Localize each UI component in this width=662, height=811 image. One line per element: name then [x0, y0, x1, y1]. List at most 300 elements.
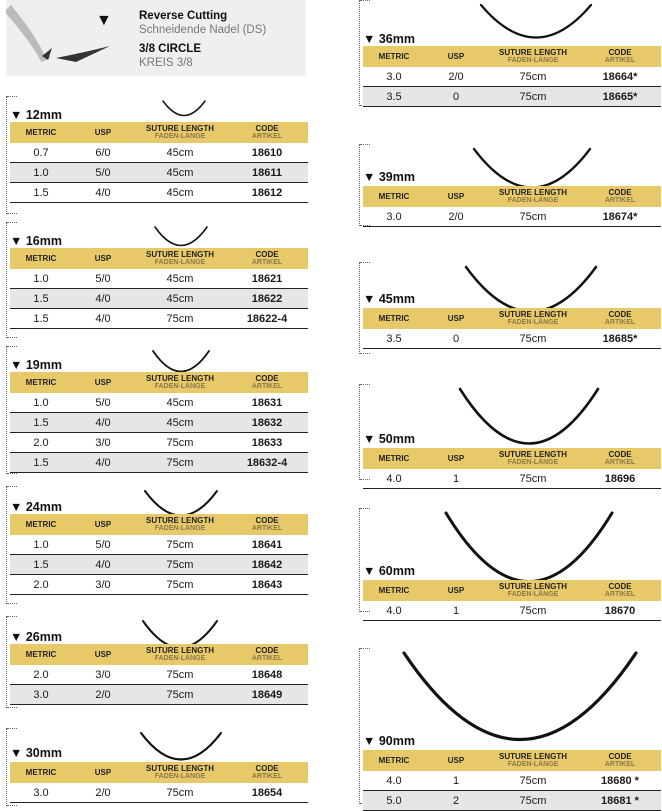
- code-header-sublabel: ARTIKEL: [604, 760, 636, 768]
- code-cell: 18622-4: [246, 312, 288, 325]
- table-header: [363, 308, 661, 329]
- length-cell: 45cm: [166, 146, 194, 159]
- table-row: [363, 87, 661, 107]
- needle-arc-icon: [478, 2, 594, 42]
- table-row: [10, 309, 308, 329]
- usp-cell: 5/0: [95, 396, 111, 409]
- code-header-sublabel: ARTIKEL: [251, 132, 283, 140]
- product-table: [10, 248, 308, 329]
- usp-header-label: USP: [447, 313, 465, 323]
- length-header-label: SUTURE LENGTH: [146, 249, 214, 259]
- code-header-sublabel: ARTIKEL: [604, 318, 636, 326]
- code-cell: 18664*: [602, 70, 638, 83]
- code-header: [579, 311, 661, 327]
- code-cell: 18648: [251, 668, 283, 681]
- needle-section-6: [363, 0, 661, 106]
- metric-cell: 4.0: [386, 472, 402, 485]
- product-table: [363, 580, 661, 621]
- table-row: [363, 771, 661, 791]
- length-header-sublabel: FADEN-LÄNGE: [154, 772, 206, 780]
- usp-header: [425, 315, 487, 323]
- header-text: [139, 9, 266, 70]
- needle-size-title: ▼ 26mm: [10, 630, 62, 644]
- needle-section-2: [10, 346, 308, 474]
- usp-header: [72, 255, 134, 263]
- metric-header: [363, 587, 425, 595]
- table-header: [10, 248, 308, 269]
- length-header: [487, 49, 579, 65]
- length-header-sublabel: FADEN-LÄNGE: [154, 524, 206, 532]
- usp-header: [425, 53, 487, 61]
- metric-cell: 1.0: [33, 396, 49, 409]
- code-header-sublabel: ARTIKEL: [251, 772, 283, 780]
- usp-header-label: USP: [447, 453, 465, 463]
- code-cell: 18681 *: [601, 794, 639, 807]
- usp-header-label: USP: [94, 649, 112, 659]
- length-cell: 75cm: [519, 604, 547, 617]
- code-cell: 18696: [604, 472, 636, 485]
- code-header-sublabel: ARTIKEL: [251, 382, 283, 390]
- metric-header-label: METRIC: [378, 191, 410, 201]
- length-header-label: SUTURE LENGTH: [499, 751, 567, 761]
- product-table: [363, 46, 661, 107]
- table-row: [363, 791, 661, 811]
- usp-cell: 4/0: [95, 186, 111, 199]
- table-header: [363, 186, 661, 207]
- code-cell: 18611: [252, 166, 282, 179]
- metric-header-label: METRIC: [25, 127, 57, 137]
- length-cell: 75cm: [519, 774, 547, 787]
- table-row: [10, 535, 308, 555]
- code-header: [579, 753, 661, 769]
- metric-cell: 1.0: [33, 166, 49, 179]
- table-row: [363, 67, 661, 87]
- metric-header-label: METRIC: [25, 649, 57, 659]
- usp-header-label: USP: [94, 377, 112, 387]
- length-cell: 75cm: [166, 456, 194, 469]
- length-cell: 45cm: [166, 272, 194, 285]
- product-table: [10, 372, 308, 473]
- length-header-sublabel: FADEN-LÄNGE: [154, 654, 206, 662]
- usp-header: [72, 651, 134, 659]
- metric-cell: 1.0: [33, 272, 49, 285]
- length-cell: 75cm: [519, 210, 547, 223]
- needle-section-10: [363, 508, 661, 617]
- needle-section-1: [10, 222, 308, 338]
- length-header: [134, 647, 226, 663]
- usp-header: [72, 129, 134, 137]
- metric-cell: 1.0: [33, 538, 49, 551]
- length-header-label: SUTURE LENGTH: [146, 123, 214, 133]
- length-header-sublabel: FADEN-LÄNGE: [154, 258, 206, 266]
- length-cell: 75cm: [166, 558, 194, 571]
- length-cell: 75cm: [166, 578, 194, 591]
- length-cell: 45cm: [166, 186, 194, 199]
- code-cell: 18633: [251, 436, 283, 449]
- needle-size-title: ▼ 12mm: [10, 108, 62, 122]
- code-cell: 18631: [251, 396, 283, 409]
- usp-header-label: USP: [94, 519, 112, 529]
- metric-header: [363, 53, 425, 61]
- needle-section-3: [10, 486, 308, 604]
- usp-header: [425, 587, 487, 595]
- metric-cell: 1.5: [33, 416, 49, 429]
- code-header: [226, 765, 308, 781]
- length-header-sublabel: FADEN-LÄNGE: [507, 196, 559, 204]
- needle-section-7: [363, 144, 661, 226]
- length-header: [134, 375, 226, 391]
- usp-header: [425, 193, 487, 201]
- needle-size-title: ▼ 36mm: [363, 32, 415, 46]
- metric-header: [10, 521, 72, 529]
- needle-section-9: [363, 384, 661, 485]
- length-cell: 75cm: [519, 794, 547, 807]
- length-cell: 75cm: [519, 472, 547, 485]
- code-header-label: CODE: [255, 373, 279, 383]
- needle-type-de: Schneidende Nadel (DS): [139, 24, 267, 36]
- metric-header: [10, 769, 72, 777]
- length-header: [487, 311, 579, 327]
- metric-header-label: METRIC: [25, 519, 57, 529]
- needle-size-title: ▼ 39mm: [363, 170, 415, 184]
- usp-cell: 2/0: [448, 210, 464, 223]
- table-row: [363, 329, 661, 349]
- length-cell: 75cm: [166, 668, 194, 681]
- usp-cell: 4/0: [95, 292, 111, 305]
- metric-header: [10, 255, 72, 263]
- code-header: [579, 451, 661, 467]
- metric-header-label: METRIC: [378, 755, 410, 765]
- metric-header-label: METRIC: [25, 377, 57, 387]
- metric-cell: 2.0: [33, 668, 49, 681]
- needle-section-11: [363, 648, 661, 807]
- usp-cell: 4/0: [95, 456, 111, 469]
- usp-cell: 0: [452, 90, 460, 103]
- code-header: [226, 251, 308, 267]
- product-table: [10, 122, 308, 203]
- code-header-label: CODE: [608, 751, 632, 761]
- code-cell: 18610: [251, 146, 283, 159]
- length-header-sublabel: FADEN-LÄNGE: [507, 56, 559, 64]
- usp-cell: 1: [452, 604, 460, 617]
- code-cell: 18649: [251, 688, 283, 701]
- length-header-sublabel: FADEN-LÄNGE: [507, 590, 559, 598]
- section-border: [6, 486, 7, 604]
- code-header-sublabel: ARTIKEL: [604, 196, 636, 204]
- product-table: [363, 750, 661, 811]
- table-header: [10, 122, 308, 143]
- usp-cell: 4/0: [95, 558, 111, 571]
- metric-header: [10, 651, 72, 659]
- usp-cell: 5/0: [95, 272, 111, 285]
- metric-cell: 1.5: [33, 558, 49, 571]
- section-border: [359, 0, 360, 106]
- needle-section-8: [363, 262, 661, 354]
- length-header: [487, 753, 579, 769]
- table-row: [10, 685, 308, 705]
- section-border: [6, 728, 7, 806]
- table-row: [10, 289, 308, 309]
- needle-size-title: ▼ 90mm: [363, 734, 415, 748]
- circle-type-de: KREIS 3/8: [139, 57, 193, 69]
- section-border: [6, 96, 7, 214]
- usp-header-label: USP: [94, 253, 112, 263]
- usp-header: [425, 455, 487, 463]
- metric-cell: 3.0: [33, 786, 49, 799]
- code-header-sublabel: ARTIKEL: [251, 654, 283, 662]
- code-header: [226, 125, 308, 141]
- code-header-label: CODE: [608, 581, 632, 591]
- needle-arc-icon: [160, 98, 208, 120]
- code-header-sublabel: ARTIKEL: [604, 458, 636, 466]
- code-cell: 18670: [604, 604, 636, 617]
- section-border: [6, 346, 7, 474]
- usp-cell: 3/0: [95, 668, 111, 681]
- code-cell: 18632: [251, 416, 283, 429]
- table-header: [363, 750, 661, 771]
- usp-header-label: USP: [94, 127, 112, 137]
- length-header-label: SUTURE LENGTH: [146, 763, 214, 773]
- length-cell: 75cm: [166, 538, 194, 551]
- code-header-sublabel: ARTIKEL: [251, 524, 283, 532]
- length-header: [134, 125, 226, 141]
- section-border: [359, 262, 360, 354]
- metric-cell: 3.0: [386, 70, 402, 83]
- table-header: [363, 448, 661, 469]
- length-header: [487, 583, 579, 599]
- section-border: [359, 144, 360, 226]
- metric-cell: 1.5: [33, 292, 49, 305]
- code-header: [226, 647, 308, 663]
- usp-cell: 0: [452, 332, 460, 345]
- metric-cell: 1.5: [33, 456, 49, 469]
- code-header-label: CODE: [255, 249, 279, 259]
- needle-arc-icon: [401, 650, 639, 744]
- metric-cell: 1.5: [33, 312, 49, 325]
- usp-cell: 2: [452, 794, 460, 807]
- length-cell: 45cm: [166, 292, 194, 305]
- length-header-label: SUTURE LENGTH: [499, 309, 567, 319]
- needle-size-title: ▼ 30mm: [10, 746, 62, 760]
- length-cell: 75cm: [519, 90, 547, 103]
- header-triangle-icon: ▼: [96, 12, 112, 29]
- metric-cell: 3.5: [386, 332, 402, 345]
- table-row: [10, 433, 308, 453]
- length-header-label: SUTURE LENGTH: [499, 449, 567, 459]
- code-header: [579, 189, 661, 205]
- code-header: [579, 583, 661, 599]
- usp-header-label: USP: [94, 767, 112, 777]
- needle-arc-icon: [152, 224, 210, 250]
- needle-size-title: ▼ 16mm: [10, 234, 62, 248]
- code-cell: 18680 *: [601, 774, 639, 787]
- code-header-label: CODE: [255, 645, 279, 655]
- usp-header-label: USP: [447, 51, 465, 61]
- metric-cell: 4.0: [386, 774, 402, 787]
- usp-cell: 5/0: [95, 538, 111, 551]
- length-header-label: SUTURE LENGTH: [499, 187, 567, 197]
- code-header: [226, 517, 308, 533]
- length-header-sublabel: FADEN-LÄNGE: [507, 760, 559, 768]
- length-header: [487, 451, 579, 467]
- code-header-label: CODE: [608, 309, 632, 319]
- metric-header: [363, 757, 425, 765]
- code-cell: 18642: [251, 558, 283, 571]
- table-row: [10, 555, 308, 575]
- code-header-label: CODE: [608, 449, 632, 459]
- needle-section-0: [10, 96, 308, 214]
- metric-header-label: METRIC: [378, 313, 410, 323]
- metric-header-label: METRIC: [25, 253, 57, 263]
- code-header-label: CODE: [255, 123, 279, 133]
- length-header-sublabel: FADEN-LÄNGE: [507, 318, 559, 326]
- length-cell: 45cm: [166, 396, 194, 409]
- table-row: [10, 163, 308, 183]
- length-cell: 45cm: [166, 416, 194, 429]
- usp-cell: 3/0: [95, 578, 111, 591]
- usp-header: [72, 379, 134, 387]
- length-header-sublabel: FADEN-LÄNGE: [507, 458, 559, 466]
- length-header: [134, 765, 226, 781]
- code-header-label: CODE: [255, 763, 279, 773]
- length-header-sublabel: FADEN-LÄNGE: [154, 132, 206, 140]
- code-cell: 18621: [251, 272, 283, 285]
- needle-size-title: ▼ 45mm: [363, 292, 415, 306]
- needle-section-4: [10, 616, 308, 708]
- code-cell: 18632-4: [246, 456, 288, 469]
- table-header: [10, 762, 308, 783]
- needle-arc-icon: [457, 386, 601, 448]
- metric-cell: 3.0: [386, 210, 402, 223]
- table-row: [10, 413, 308, 433]
- usp-header-label: USP: [447, 191, 465, 201]
- metric-cell: 4.0: [386, 604, 402, 617]
- usp-cell: 2/0: [95, 786, 111, 799]
- code-header-label: CODE: [608, 187, 632, 197]
- code-header-sublabel: ARTIKEL: [251, 258, 283, 266]
- metric-header: [10, 379, 72, 387]
- metric-header-label: METRIC: [378, 51, 410, 61]
- needle-size-title: ▼ 50mm: [363, 432, 415, 446]
- section-border: [359, 384, 360, 480]
- usp-header-label: USP: [447, 585, 465, 595]
- product-table: [363, 448, 661, 489]
- length-header-label: SUTURE LENGTH: [146, 515, 214, 525]
- table-header: [363, 580, 661, 601]
- needle-size-title: ▼ 24mm: [10, 500, 62, 514]
- product-table: [363, 308, 661, 349]
- needle-size-title: ▼ 60mm: [363, 564, 415, 578]
- length-header-label: SUTURE LENGTH: [146, 645, 214, 655]
- length-header-label: SUTURE LENGTH: [499, 47, 567, 57]
- usp-cell: 4/0: [95, 416, 111, 429]
- metric-cell: 0.7: [33, 146, 49, 159]
- usp-cell: 5/0: [95, 166, 111, 179]
- usp-cell: 2/0: [448, 70, 464, 83]
- needle-size-title: ▼ 19mm: [10, 358, 62, 372]
- product-table: [363, 186, 661, 227]
- circle-type: 3/8 CIRCLE: [139, 43, 201, 55]
- metric-header: [10, 129, 72, 137]
- table-row: [10, 665, 308, 685]
- length-cell: 75cm: [166, 436, 194, 449]
- length-header-label: SUTURE LENGTH: [146, 373, 214, 383]
- metric-cell: 5.0: [386, 794, 402, 807]
- code-header: [226, 375, 308, 391]
- metric-cell: 3.5: [386, 90, 402, 103]
- usp-cell: 3/0: [95, 436, 111, 449]
- table-row: [10, 783, 308, 803]
- length-cell: 75cm: [166, 786, 194, 799]
- code-cell: 18612: [251, 186, 283, 199]
- usp-cell: 1: [452, 472, 460, 485]
- table-header: [363, 46, 661, 67]
- code-header-sublabel: ARTIKEL: [604, 56, 636, 64]
- length-header: [134, 517, 226, 533]
- code-cell: 18622: [251, 292, 283, 305]
- length-header-label: SUTURE LENGTH: [499, 581, 567, 591]
- code-cell: 18674*: [602, 210, 638, 223]
- table-row: [10, 393, 308, 413]
- code-header-sublabel: ARTIKEL: [604, 590, 636, 598]
- metric-cell: 3.0: [33, 688, 49, 701]
- code-header-label: CODE: [255, 515, 279, 525]
- table-row: [10, 183, 308, 203]
- usp-cell: 6/0: [95, 146, 111, 159]
- table-row: [10, 575, 308, 595]
- code-cell: 18641: [251, 538, 283, 551]
- table-header: [10, 514, 308, 535]
- table-row: [363, 207, 661, 227]
- needle-arc-icon: [138, 730, 224, 764]
- table-row: [10, 269, 308, 289]
- metric-cell: 1.5: [33, 186, 49, 199]
- product-table: [10, 644, 308, 705]
- section-border: [359, 508, 360, 612]
- usp-cell: 4/0: [95, 312, 111, 325]
- usp-cell: 1: [452, 774, 460, 787]
- usp-header-label: USP: [447, 755, 465, 765]
- usp-header: [72, 769, 134, 777]
- metric-header-label: METRIC: [378, 453, 410, 463]
- table-row: [363, 601, 661, 621]
- length-cell: 45cm: [166, 166, 194, 179]
- table-header: [10, 372, 308, 393]
- length-header: [134, 251, 226, 267]
- metric-header: [363, 193, 425, 201]
- code-header-label: CODE: [608, 47, 632, 57]
- metric-cell: 2.0: [33, 578, 49, 591]
- code-cell: 18685*: [602, 332, 638, 345]
- header-box: [6, 0, 306, 76]
- code-cell: 18665*: [602, 90, 638, 103]
- length-header-sublabel: FADEN-LÄNGE: [154, 382, 206, 390]
- needle-arc-icon: [443, 510, 615, 586]
- code-cell: 18654: [251, 786, 283, 799]
- length-cell: 75cm: [519, 70, 547, 83]
- section-border: [6, 616, 7, 708]
- metric-header-label: METRIC: [25, 767, 57, 777]
- table-row: [363, 469, 661, 489]
- table-header: [10, 644, 308, 665]
- section-border: [6, 222, 7, 338]
- length-cell: 75cm: [166, 312, 194, 325]
- metric-header-label: METRIC: [378, 585, 410, 595]
- product-table: [10, 762, 308, 803]
- needle-section-5: [10, 728, 308, 806]
- table-row: [10, 453, 308, 473]
- metric-header: [363, 455, 425, 463]
